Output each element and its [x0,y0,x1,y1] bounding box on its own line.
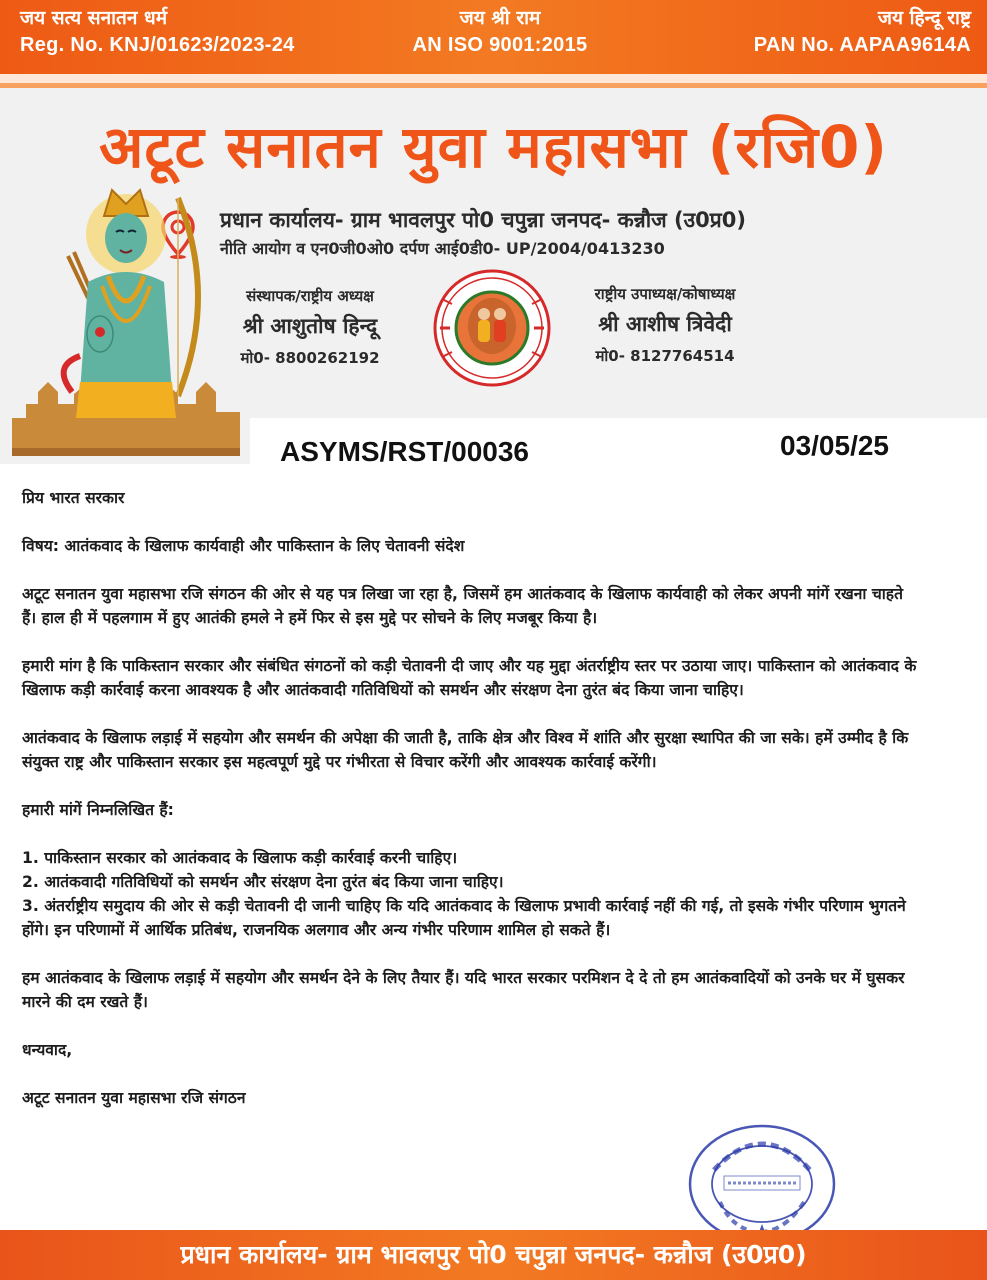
registration-number: Reg. No. KNJ/01623/2023-24 [20,34,295,56]
top-banner-left [20,6,295,60]
paragraph-intro: अटूट सनातन युवा महासभा रजि संगठन की ओर से यह पत्र लिखा जा रहा है, जिसमें हम आतंकवाद के खिलाफ कार्यवाही को लेकर अपनी मांगें रखना चाहते हैं। हाल ही में पहलगाम में हुए आतंकी हमले ने हमें फिर से इस मुद्दे पर सोचने के लिए मजबूर किया है। [22,585,903,627]
paragraph-cooperation: आतंकवाद के खिलाफ लड़ाई में सहयोग और समर्थन की अपेक्षा की जाती है, ताकि क्षेत्र और विश्व में शांति और सुरक्षा स्थापित की जा सके। हमें उम्मीद है कि संयुक्त राष्ट्र और पाकिस्तान सरकार इस महत्वपूर्ण मुद्दे पर गंभीरता से विचार करेंगी और आवश्यक कार्रवाई करेंगी। [22,729,909,771]
treasurer-role: राष्ट्रीय उपाध्यक्ष/कोषाध्यक्ष [594,285,736,303]
lord-ram-illustration-icon [12,186,240,456]
treasurer-mobile: मो0- 8127764514 [595,347,735,365]
founder-mobile: मो0- 8800262192 [240,349,380,367]
signature-organization: अटूट सनातन युवा महासभा रजि संगठन [22,1089,246,1107]
organization-title: अटूट सनातन युवा महासभा (रजि0) [99,113,888,181]
founder-name: श्री आशुतोष हिन्दू [242,314,378,338]
paragraph-demand: हमारी मांग है कि पाकिस्तान सरकार और संबंधित संगठनों को कड़ी चेतावनी दी जाए और यह मुद्दा अंतर्राष्ट्रीय स्तर पर उठाया जाए। पाकिस्तान को आतंकवाद के खिलाफ कड़ी कार्रवाई करना आवश्यक है और आतंकवादी गतिविधियों को समर्थन और संरक्षण देना तुरंत बंद किया जाना चाहिए। [22,657,917,699]
top-banner [0,0,987,74]
letter-date: 03/05/25 [780,430,889,461]
letter-content [22,486,922,1110]
paragraph-support: हम आतंकवाद के खिलाफ लड़ाई में सहयोग और समर्थन देने के लिए तैयार हैं। यदि भारत सरकार परमिशन दे दे तो हम आतंकवादियों को उनके घर में घुसकर मारने की दम रखते हैं। [22,969,905,1011]
demand-item-3: 3. अंतर्राष्ट्रीय समुदाय की ओर से कड़ी चेतावनी दी जानी चाहिए कि यदि आतंकवाद के खिलाफ प्रभावी कार्रवाई नहीं की गई, तो इसके गंभीर परिणाम भुगतने होंगे। इन परिणामों में आर्थिक प्रतिबंध, राजनयिक अलगाव और अन्य गंभीर परिणाम शामिल हो सकते हैं। [22,897,906,939]
treasurer-name: श्री आशीष त्रिवेदी [598,312,732,336]
reference-number: ASYMS/RST/00036 [280,436,529,467]
top-banner-right [754,6,971,60]
rubber-stamp-icon [686,1120,838,1244]
niti-aayog-id: नीति आयोग व एन0जी0ओ0 दर्पण आई0डी0- UP/2004/0413230 [220,239,665,258]
top-banner-center [380,6,620,60]
office-address: प्रधान कार्यालय- ग्राम भावलपुर पो0 चपुन्ना जनपद- कन्नौज (उ0प्र0) [220,208,746,232]
demand-item-1: 1. पाकिस्तान सरकार को आतंकवाद के खिलाफ कड़ी कार्रवाई करनी चाहिए। [22,849,458,867]
subject-line: विषय: आतंकवाद के खिलाफ कार्यवाही और पाकिस्तान के लिए चेतावनी संदेश [22,537,465,555]
slogan-left: जय सत्य सनातन धर्म [20,7,168,29]
organization-seal-icon [432,268,552,388]
demands-heading: हमारी मांगें निम्नलिखित हैं: [22,801,174,819]
slogan-center: जय श्री राम [459,7,541,29]
founder-role: संस्थापक/राष्ट्रीय अध्यक्ष [246,287,374,305]
demand-item-2: 2. आतंकवादी गतिविधियों को समर्थन और संरक्षण देना तुरंत बंद किया जाना चाहिए। [22,873,504,891]
iso-certification: AN ISO 9001:2015 [412,34,588,56]
closing-thanks: धन्यवाद, [22,1041,73,1059]
footer-address: प्रधान कार्यालय- ग्राम भावलपुर पो0 चपुन्ना जनपद- कन्नौज (उ0प्र0) [0,1230,987,1280]
treasurer-block [565,284,765,366]
salutation: प्रिय भारत सरकार [22,489,125,507]
slogan-right: जय हिन्दू राष्ट्र [877,7,971,29]
pan-number: PAN No. AAPAA9614A [753,34,971,56]
